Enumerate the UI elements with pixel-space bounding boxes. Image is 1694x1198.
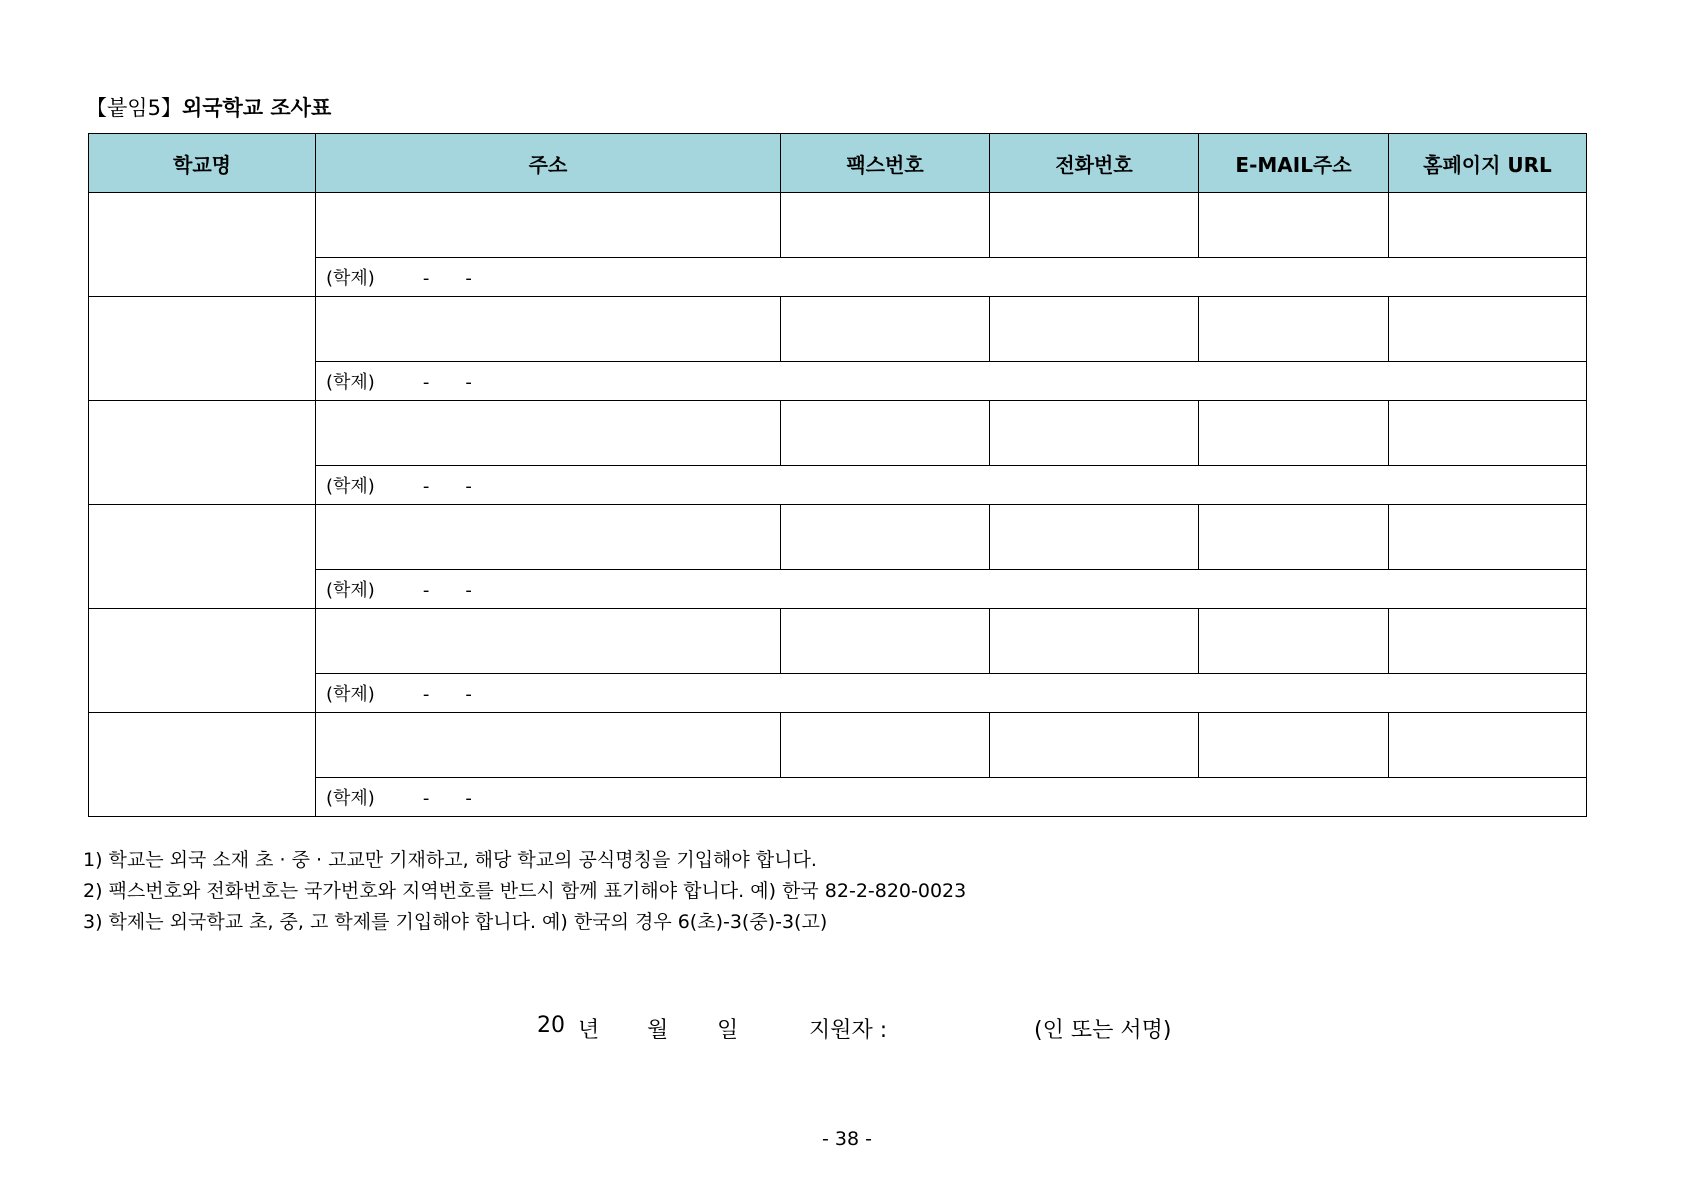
table-row — [89, 609, 1587, 674]
signature-applicant-label: 지원자 : — [809, 1018, 888, 1043]
school-system-dash: - — [465, 372, 472, 393]
school-name-cell[interactable] — [89, 401, 316, 505]
fax-cell[interactable] — [781, 505, 990, 570]
address-cell[interactable] — [316, 401, 781, 466]
note-3: 3) 학제는 외국학교 초, 중, 고 학제를 기입해야 합니다. 예) 한국의 경우 6(초)-3(중)-3(고) — [83, 911, 828, 933]
address-cell[interactable] — [316, 713, 781, 778]
phone-cell[interactable] — [990, 297, 1199, 362]
address-cell[interactable] — [316, 505, 781, 570]
school-system-label: (학제) — [326, 684, 375, 705]
email-cell[interactable] — [1199, 713, 1389, 778]
signature-year-label: 년 — [578, 1018, 600, 1043]
homepage-cell[interactable] — [1389, 713, 1587, 778]
signature-year: 20 — [537, 1013, 565, 1038]
school-system-cell[interactable] — [316, 778, 1587, 817]
homepage-cell[interactable] — [1389, 609, 1587, 674]
school-system-label: (학제) — [326, 788, 375, 809]
email-cell[interactable] — [1199, 505, 1389, 570]
fax-cell[interactable] — [781, 609, 990, 674]
school-system-label: (학제) — [326, 580, 375, 601]
phone-cell[interactable] — [990, 193, 1199, 258]
title-prefix: 【붙임5】 — [86, 96, 182, 120]
signature-seal-label: (인 또는 서명) — [1034, 1018, 1172, 1043]
header-email: E-MAIL주소 — [1199, 134, 1389, 193]
note-2: 2) 팩스번호와 전화번호는 국가번호와 지역번호를 반드시 함께 표기해야 합니다. 예) 한국 82-2-820-0023 — [83, 880, 967, 902]
header-phone: 전화번호 — [990, 134, 1199, 193]
note-1: 1) 학교는 외국 소재 초 · 중 · 고교만 기재하고, 해당 학교의 공식명칭을 기입해야 합니다. — [83, 849, 817, 871]
fax-cell[interactable] — [781, 713, 990, 778]
school-system-dash: - — [465, 580, 472, 601]
school-system-cell[interactable] — [316, 674, 1587, 713]
school-system-cell[interactable] — [316, 258, 1587, 297]
table-row — [89, 401, 1587, 466]
school-system-dash: - — [465, 476, 472, 497]
school-name-cell[interactable] — [89, 297, 316, 401]
school-system-label: (학제) — [326, 372, 375, 393]
homepage-cell[interactable] — [1389, 401, 1587, 466]
email-cell[interactable] — [1199, 297, 1389, 362]
title-main: 외국학교 조사표 — [181, 96, 332, 120]
school-survey-table — [88, 133, 1587, 817]
signature-day-label: 일 — [717, 1018, 739, 1043]
school-system-cell[interactable] — [316, 362, 1587, 401]
table-row — [89, 193, 1587, 258]
table-row — [89, 505, 1587, 570]
school-name-cell[interactable] — [89, 505, 316, 609]
school-system-dash: - — [422, 580, 430, 601]
notes — [83, 845, 966, 938]
header-row — [89, 134, 1587, 193]
school-system-label: (학제) — [326, 268, 375, 289]
header-homepage: 홈페이지 URL — [1389, 134, 1587, 193]
signature-month-label: 월 — [647, 1018, 669, 1043]
school-system-dash: - — [465, 788, 472, 809]
header-address: 주소 — [316, 134, 781, 193]
school-system-dash: - — [422, 268, 430, 289]
homepage-cell[interactable] — [1389, 193, 1587, 258]
address-cell[interactable] — [316, 297, 781, 362]
email-cell[interactable] — [1199, 401, 1389, 466]
fax-cell[interactable] — [781, 297, 990, 362]
school-system-dash: - — [422, 788, 430, 809]
page-number: - 38 - — [822, 1128, 872, 1150]
school-system-dash: - — [422, 476, 430, 497]
school-name-cell[interactable] — [89, 193, 316, 297]
address-cell[interactable] — [316, 193, 781, 258]
fax-cell[interactable] — [781, 401, 990, 466]
school-system-cell[interactable] — [316, 466, 1587, 505]
school-system-dash: - — [422, 372, 430, 393]
header-fax: 팩스번호 — [781, 134, 990, 193]
table-row — [89, 713, 1587, 778]
school-system-dash: - — [465, 268, 472, 289]
homepage-cell[interactable] — [1389, 505, 1587, 570]
phone-cell[interactable] — [990, 401, 1199, 466]
school-system-label: (학제) — [326, 476, 375, 497]
phone-cell[interactable] — [990, 505, 1199, 570]
homepage-cell[interactable] — [1389, 297, 1587, 362]
table-row — [89, 297, 1587, 362]
school-system-dash: - — [465, 684, 472, 705]
email-cell[interactable] — [1199, 609, 1389, 674]
school-name-cell[interactable] — [89, 713, 316, 817]
phone-cell[interactable] — [990, 713, 1199, 778]
school-system-dash: - — [422, 684, 430, 705]
address-cell[interactable] — [316, 609, 781, 674]
email-cell[interactable] — [1199, 193, 1389, 258]
phone-cell[interactable] — [990, 609, 1199, 674]
document-title — [86, 92, 331, 122]
fax-cell[interactable] — [781, 193, 990, 258]
school-name-cell[interactable] — [89, 609, 316, 713]
school-system-cell[interactable] — [316, 570, 1587, 609]
header-school-name: 학교명 — [89, 134, 316, 193]
